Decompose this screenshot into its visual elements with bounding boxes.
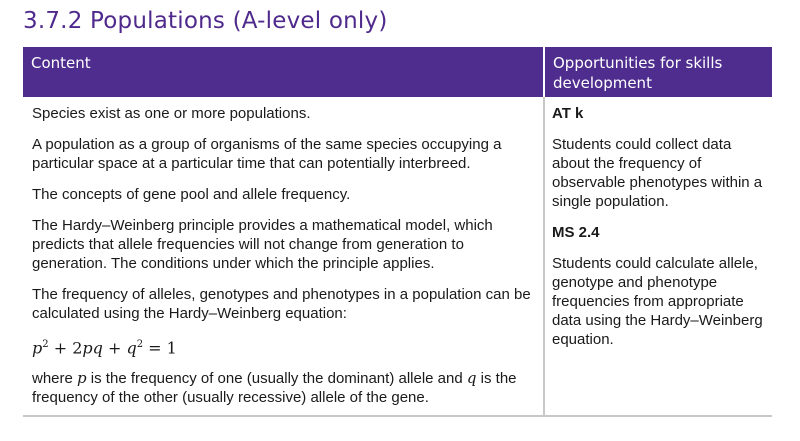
where-text-1: where (32, 370, 78, 388)
at-k-heading: AT k (552, 105, 584, 122)
equation-square-2: 2 (136, 339, 144, 350)
equation-equals: = 1 (143, 338, 177, 358)
equation-p: p (32, 338, 43, 358)
at-k-text: Students could collect data about the frequency of observable phenotypes within a single population. (552, 136, 763, 210)
where-p: p (77, 369, 87, 388)
ms-heading: MS 2.4 (552, 224, 600, 241)
content-paragraph-gene-pool: The concepts of gene pool and allele frequency. (32, 186, 351, 203)
content-paragraph-species: Species exist as one or more populations. (32, 105, 311, 122)
where-text-3: is the frequency of the other (usually recessive) allele of the gene. (32, 370, 517, 407)
ms-text: Students could calculate allele, genotype and phenotype frequencies from appropriate data using the Hardy–Weinberg equation. (552, 255, 763, 348)
where-q: q (466, 369, 477, 388)
table-header-row (23, 47, 772, 97)
content-paragraph-frequency: The frequency of alleles, genotypes and phenotypes in a population can be calculated using the Hardy–Weinberg equation: (32, 286, 531, 322)
equation-q: q (126, 338, 137, 358)
equation-pq: pq (82, 338, 103, 358)
table-body-row (23, 97, 772, 417)
content-column (23, 97, 543, 415)
header-content: Content (31, 54, 91, 72)
content-paragraph-where (32, 369, 539, 407)
hardy-weinberg-equation (32, 335, 539, 357)
specification-table (23, 47, 772, 417)
content-paragraph-population: A population as a group of organisms of the same species occupying a particular space at a particular time that can potentially interbreed. (32, 136, 502, 172)
content-paragraph-hardy-weinberg-principle: The Hardy–Weinberg principle provides a mathematical model, which predicts that allele frequencies will not change from generation to generation. The conditions under which the principle applies. (32, 217, 493, 272)
equation-plus: + (102, 338, 127, 358)
opportunities-column (543, 97, 772, 415)
page-title: 3.7.2 Populations (A-level only) (23, 8, 388, 34)
where-text-2: is the frequency of one (usually the dominant) allele and (86, 370, 467, 388)
equation-square-1: 2 (42, 339, 49, 350)
header-opportunities: Opportunities for skills development (543, 47, 772, 97)
equation-plus-2: + 2 (48, 338, 83, 358)
